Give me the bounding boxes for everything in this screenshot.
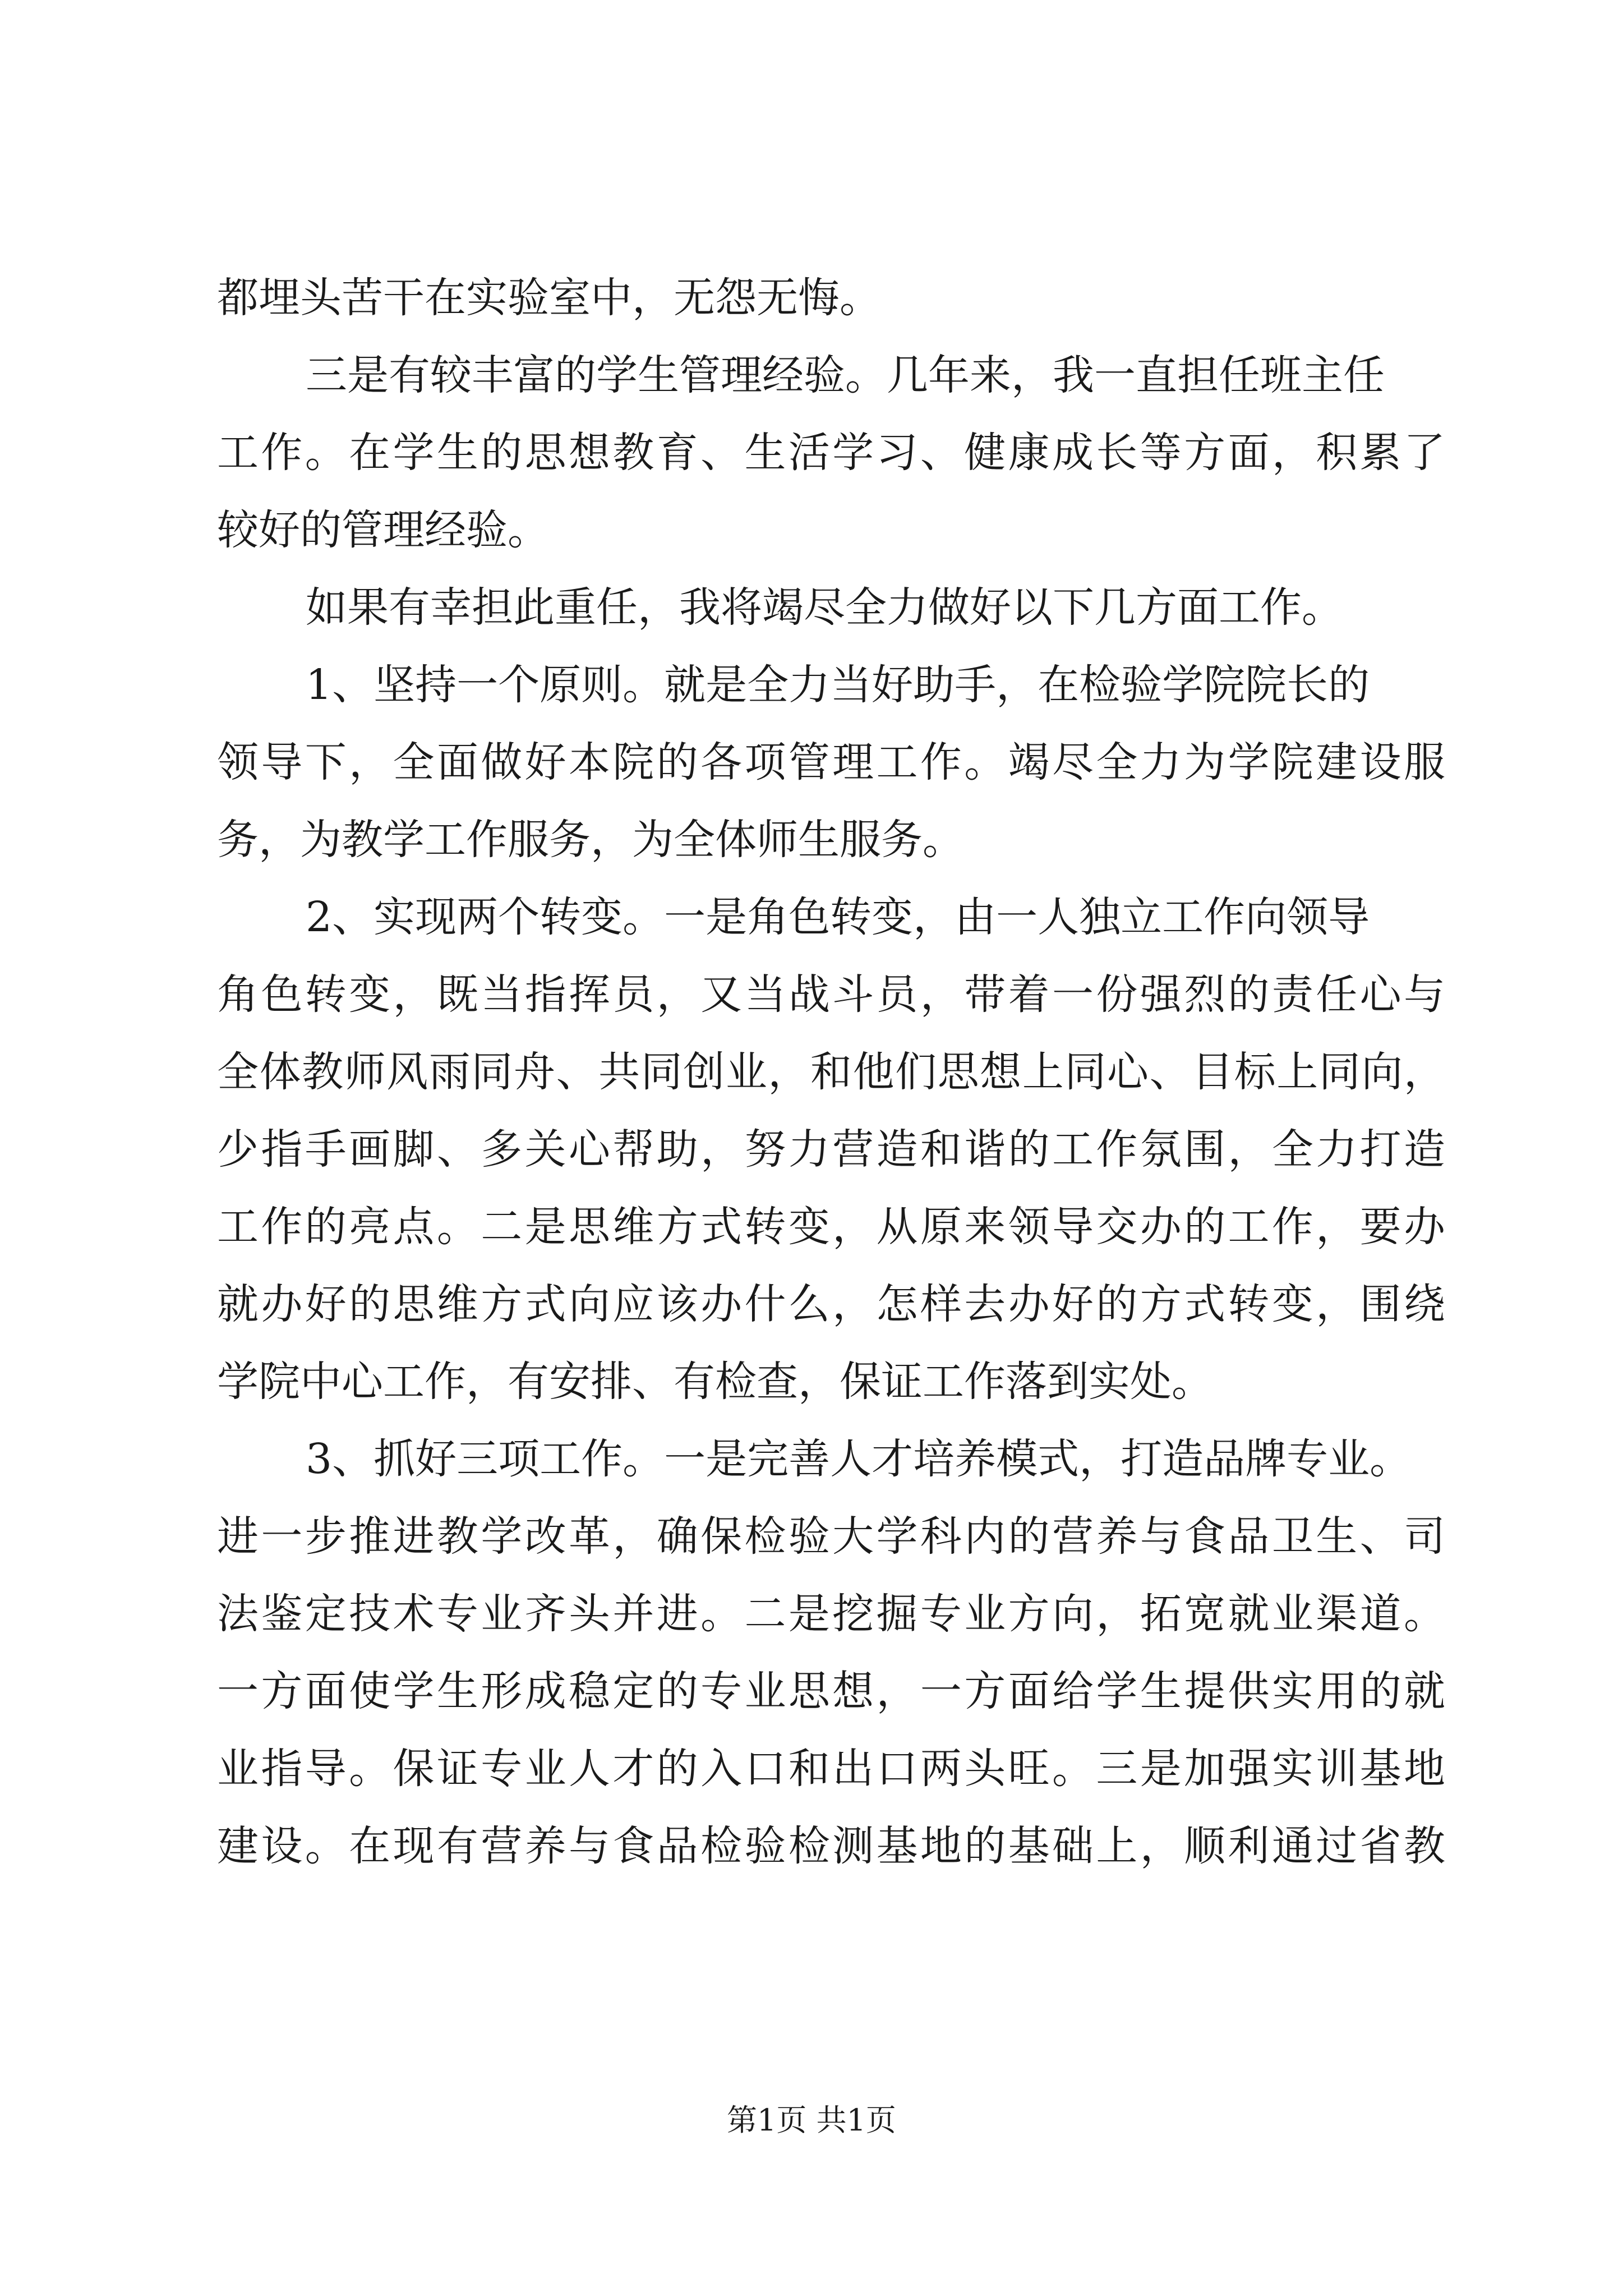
text-line: 较好的管理经验。 [217,506,549,554]
text-line: 领导下，全面做好本院的各项管理工作。竭尽全力为学院建设服 [217,738,1445,786]
text-line: 3、抓好三项工作。一是完善人才培养模式，打造品牌专业。 [306,1435,1412,1483]
text-line: 进一步推进教学改革，确保检验大学科内的营养与食品卫生、司 [217,1512,1445,1561]
text-line: 都埋头苦干在实验室中，无怨无悔。 [217,274,881,322]
page-number-footer: 第1页 共1页 [727,2102,896,2138]
text-line: 建设。在现有营养与食品检验检测基地的基础上，顺利通过省教 [217,1822,1445,1870]
text-line: 学院中心工作，有安排、有检查，保证工作落到实处。 [217,1358,1213,1406]
text-line: 工作的亮点。二是思维方式转变，从原来领导交办的工作，要办 [217,1203,1445,1251]
text-line: 工作。在学生的思想教育、生活学习、健康成长等方面，积累了 [217,429,1445,477]
text-line: 角色转变，既当指挥员，又当战斗员，带着一份强烈的责任心与 [217,970,1445,1019]
text-line: 务，为教学工作服务，为全体师生服务。 [217,816,964,864]
text-line: 少指手画脚、多关心帮助，努力营造和谐的工作氛围，全力打造 [217,1125,1445,1174]
text-line: 一方面使学生形成稳定的专业思想，一方面给学生提供实用的就 [217,1667,1445,1715]
document-body [217,259,1445,1885]
text-line: 1、坚持一个原则。就是全力当好助手，在检验学院院长的 [306,661,1370,709]
text-line: 三是有较丰富的学生管理经验。几年来，我一直担任班主任 [306,351,1385,399]
text-line: 业指导。保证专业人才的入口和出口两头旺。三是加强实训基地 [217,1745,1445,1793]
text-line: 2、实现两个转变。一是角色转变，由一人独立工作向领导 [306,893,1370,941]
text-line: 如果有幸担此重任，我将竭尽全力做好以下几方面工作。 [306,583,1343,632]
text-line: 全体教师风雨同舟、共同创业，和他们思想上同心、目标上同向， [217,1048,1445,1096]
text-line: 法鉴定技术专业齐头并进。二是挖掘专业方向，拓宽就业渠道。 [217,1590,1445,1638]
text-line: 就办好的思维方式向应该办什么，怎样去办好的方式转变，围绕 [217,1280,1445,1328]
